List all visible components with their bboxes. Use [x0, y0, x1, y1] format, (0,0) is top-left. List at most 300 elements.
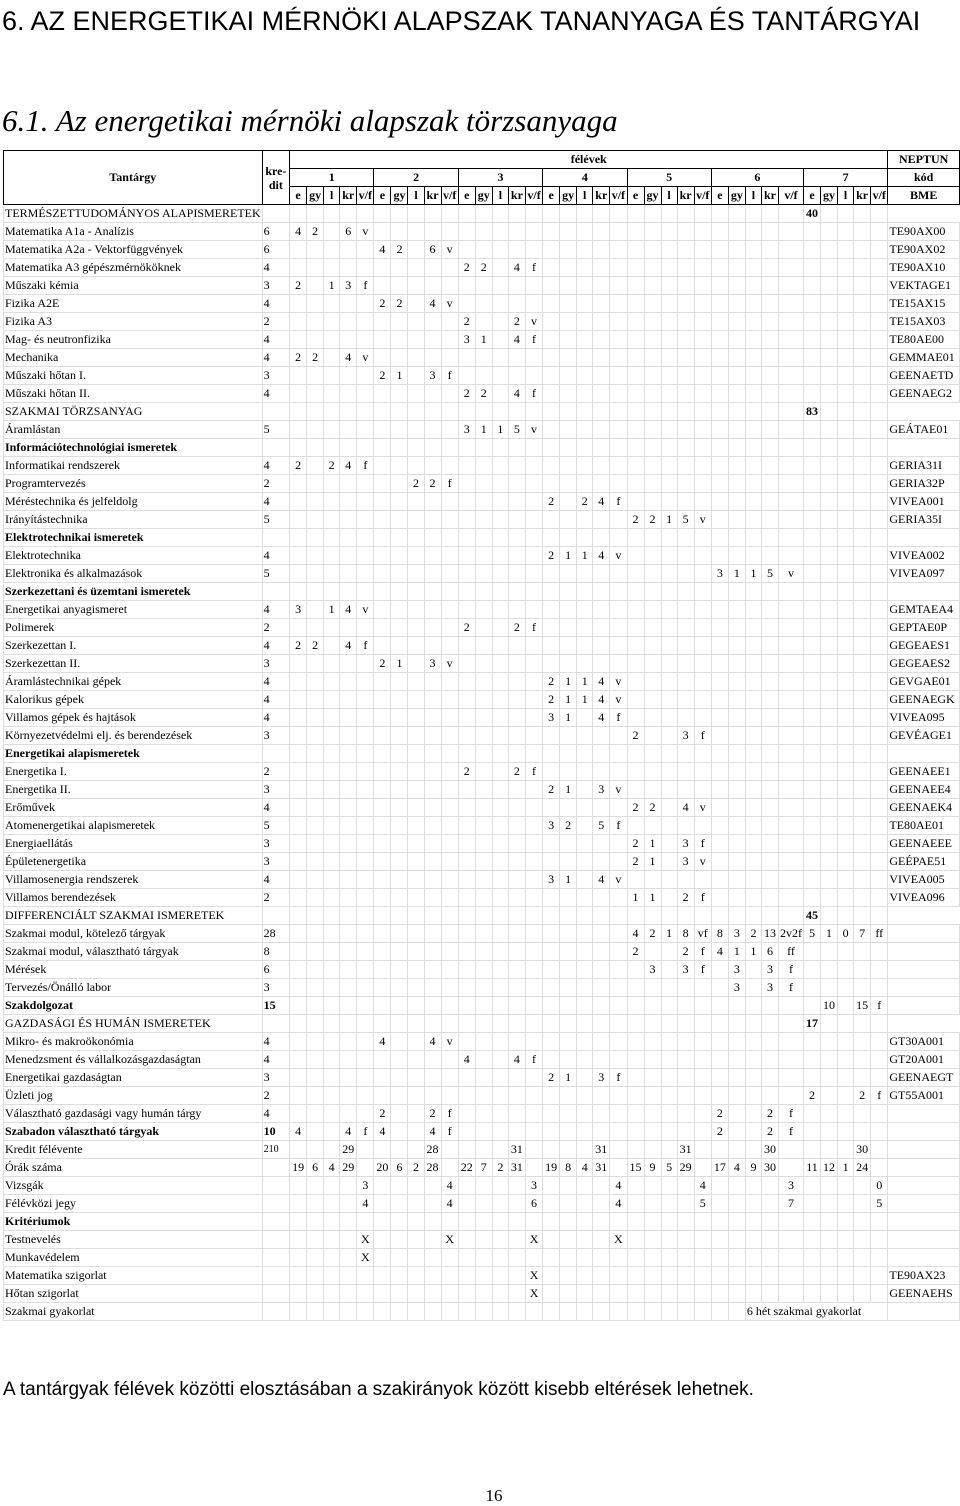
semester-cell: [508, 223, 525, 241]
semester-cell: [745, 1087, 761, 1105]
semester-cell: [307, 1069, 324, 1087]
semester-cell: [525, 997, 542, 1015]
semester-cell: [408, 385, 424, 403]
semester-cell: [374, 565, 391, 583]
semester-cell: [779, 871, 804, 889]
semester-cell: [441, 313, 458, 331]
semester-cell: 3: [761, 979, 778, 997]
semester-cell: [340, 673, 357, 691]
semester-cell: [458, 349, 475, 367]
semester-cell: [711, 1285, 728, 1303]
semester-cell: [340, 943, 357, 961]
neptun-code: GEGEAES1: [888, 637, 960, 655]
table-cell: [560, 907, 577, 925]
semester-cell: [761, 673, 778, 691]
semester-cell: 1: [492, 421, 508, 439]
table-cell: [577, 403, 593, 421]
semester-cell: [577, 259, 593, 277]
semester-cell: f: [441, 1123, 458, 1141]
semester-cell: [610, 637, 627, 655]
semester-cell: [871, 673, 888, 691]
semester-cell: [804, 691, 821, 709]
semester-cell: 2: [374, 655, 391, 673]
header-subcolumn: gy: [728, 187, 745, 205]
semester-cell: [854, 853, 871, 871]
subject-credit: 3: [262, 727, 289, 745]
header-subcolumn: kr: [677, 187, 694, 205]
table-cell: [661, 1213, 677, 1231]
semester-cell: 1: [745, 565, 761, 583]
semester-cell: [441, 871, 458, 889]
semester-cell: [577, 799, 593, 817]
semester-cell: [627, 475, 644, 493]
semester-cell: [290, 1033, 307, 1051]
semester-cell: [779, 1249, 804, 1267]
semester-cell: [441, 835, 458, 853]
semester-cell: [307, 1105, 324, 1123]
semester-cell: 2: [424, 1105, 441, 1123]
table-cell: [711, 439, 728, 457]
table-cell: [424, 205, 441, 223]
semester-cell: [475, 1285, 492, 1303]
semester-cell: [290, 547, 307, 565]
semester-cell: [357, 673, 374, 691]
semester-cell: [458, 367, 475, 385]
semester-cell: [838, 601, 854, 619]
semester-cell: [694, 817, 711, 835]
table-cell: [871, 439, 888, 457]
semester-cell: [458, 1267, 475, 1285]
semester-cell: [610, 1141, 627, 1159]
semester-cell: [694, 349, 711, 367]
semester-cell: [290, 835, 307, 853]
semester-cell: [610, 475, 627, 493]
semester-cell: [728, 331, 745, 349]
semester-cell: [627, 565, 644, 583]
semester-cell: [324, 655, 340, 673]
semester-cell: [357, 421, 374, 439]
semester-cell: [543, 619, 560, 637]
semester-cell: [374, 727, 391, 745]
semester-cell: [761, 853, 778, 871]
table-cell: [441, 583, 458, 601]
semester-cell: [441, 493, 458, 511]
table-cell: [821, 1015, 838, 1033]
semester-cell: [290, 259, 307, 277]
semester-cell: [374, 835, 391, 853]
table-cell: [627, 439, 644, 457]
semester-cell: [458, 1141, 475, 1159]
semester-cell: [374, 475, 391, 493]
semester-cell: [408, 223, 424, 241]
subject-name: Munkavédelem: [4, 1249, 263, 1267]
semester-cell: [560, 1267, 577, 1285]
semester-cell: 3: [543, 871, 560, 889]
subject-name: Szakdolgozat: [4, 997, 263, 1015]
semester-cell: [745, 1051, 761, 1069]
subject-name: Energetika II.: [4, 781, 263, 799]
semester-cell: [391, 1177, 408, 1195]
semester-cell: [324, 493, 340, 511]
semester-cell: [745, 781, 761, 799]
semester-cell: [838, 421, 854, 439]
semester-cell: [374, 1141, 391, 1159]
semester-cell: [441, 961, 458, 979]
semester-cell: [838, 835, 854, 853]
semester-cell: [508, 1249, 525, 1267]
semester-cell: [357, 727, 374, 745]
semester-cell: [610, 727, 627, 745]
header-subcolumn: gy: [560, 187, 577, 205]
semester-cell: [745, 817, 761, 835]
semester-cell: [644, 1141, 661, 1159]
semester-cell: 6: [424, 241, 441, 259]
semester-cell: 2: [677, 889, 694, 907]
semester-cell: [357, 835, 374, 853]
semester-cell: [560, 349, 577, 367]
semester-cell: [441, 457, 458, 475]
semester-cell: [374, 637, 391, 655]
semester-cell: 4: [340, 457, 357, 475]
semester-cell: [779, 709, 804, 727]
table-row: [4, 439, 960, 457]
semester-cell: [340, 997, 357, 1015]
semester-cell: [821, 565, 838, 583]
semester-cell: [424, 961, 441, 979]
semester-cell: [854, 331, 871, 349]
table-cell: [290, 1303, 307, 1321]
semester-cell: [340, 295, 357, 313]
semester-cell: 2: [711, 1123, 728, 1141]
semester-cell: [677, 1285, 694, 1303]
semester-cell: [761, 871, 778, 889]
semester-cell: [408, 241, 424, 259]
semester-cell: [804, 1069, 821, 1087]
semester-cell: [290, 655, 307, 673]
semester-cell: [324, 709, 340, 727]
semester-cell: [508, 961, 525, 979]
header-subcolumn: kr: [340, 187, 357, 205]
subject-name: Elektronika és alkalmazások: [4, 565, 263, 583]
semester-cell: [871, 1231, 888, 1249]
semester-cell: f: [610, 1069, 627, 1087]
semester-cell: [821, 979, 838, 997]
table-cell: [324, 583, 340, 601]
semester-cell: [745, 277, 761, 295]
semester-cell: [508, 1087, 525, 1105]
table-cell: [661, 439, 677, 457]
semester-cell: [694, 1141, 711, 1159]
semester-cell: [745, 547, 761, 565]
semester-cell: [745, 961, 761, 979]
subject-name: Energetikai gazdaságtan: [4, 1069, 263, 1087]
semester-cell: [677, 637, 694, 655]
semester-cell: 2: [677, 943, 694, 961]
semester-cell: [508, 1069, 525, 1087]
table-cell: [593, 745, 610, 763]
semester-cell: [560, 493, 577, 511]
semester-cell: [711, 241, 728, 259]
table-cell: [728, 907, 745, 925]
semester-cell: 2: [307, 637, 324, 655]
semester-cell: [492, 511, 508, 529]
semester-cell: v: [694, 511, 711, 529]
semester-cell: [577, 871, 593, 889]
semester-cell: [408, 601, 424, 619]
semester-cell: [661, 259, 677, 277]
semester-cell: [661, 367, 677, 385]
semester-cell: 2: [644, 925, 661, 943]
table-row: [4, 925, 960, 943]
semester-cell: [661, 295, 677, 313]
semester-cell: [644, 1249, 661, 1267]
semester-cell: [525, 457, 542, 475]
semester-cell: [374, 349, 391, 367]
semester-cell: [357, 259, 374, 277]
semester-cell: [577, 511, 593, 529]
semester-cell: [307, 367, 324, 385]
table-row: [4, 781, 960, 799]
semester-cell: [694, 601, 711, 619]
semester-cell: [441, 1087, 458, 1105]
table-cell: [492, 403, 508, 421]
semester-cell: 2: [290, 349, 307, 367]
semester-cell: [307, 781, 324, 799]
semester-cell: [408, 799, 424, 817]
semester-cell: [577, 817, 593, 835]
semester-cell: [804, 997, 821, 1015]
table-cell: [560, 1015, 577, 1033]
semester-cell: [290, 421, 307, 439]
semester-cell: [324, 1177, 340, 1195]
table-cell: [508, 1213, 525, 1231]
semester-cell: [728, 673, 745, 691]
semester-cell: f: [610, 493, 627, 511]
semester-cell: [804, 1267, 821, 1285]
table-row: [4, 619, 960, 637]
semester-cell: [854, 1177, 871, 1195]
semester-cell: f: [441, 1105, 458, 1123]
neptun-code: TE90AX00: [888, 223, 960, 241]
semester-cell: [408, 1249, 424, 1267]
semester-cell: 4: [508, 259, 525, 277]
subject-name: Választható gazdasági vagy humán tárgy: [4, 1105, 263, 1123]
subject-credit: [262, 1177, 289, 1195]
table-cell: [290, 583, 307, 601]
neptun-code: VIVEA005: [888, 871, 960, 889]
table-cell: [458, 583, 475, 601]
semester-cell: 2: [627, 943, 644, 961]
semester-cell: [525, 1123, 542, 1141]
semester-cell: [593, 1051, 610, 1069]
semester-cell: [644, 475, 661, 493]
table-cell: [492, 529, 508, 547]
semester-cell: 2: [391, 241, 408, 259]
semester-cell: [492, 547, 508, 565]
semester-cell: [424, 709, 441, 727]
semester-cell: f: [525, 259, 542, 277]
semester-cell: [728, 853, 745, 871]
semester-cell: [644, 871, 661, 889]
table-cell: [374, 439, 391, 457]
semester-cell: [391, 1231, 408, 1249]
semester-cell: 29: [340, 1141, 357, 1159]
table-cell: [610, 403, 627, 421]
table-cell: [871, 1213, 888, 1231]
table-cell: [804, 529, 821, 547]
semester-cell: [408, 997, 424, 1015]
semester-cell: 9: [644, 1159, 661, 1177]
semester-cell: [441, 547, 458, 565]
semester-cell: [821, 367, 838, 385]
semester-cell: [661, 223, 677, 241]
semester-cell: 3: [290, 601, 307, 619]
semester-cell: 2: [391, 295, 408, 313]
table-cell: [424, 907, 441, 925]
semester-cell: [779, 511, 804, 529]
semester-cell: [593, 637, 610, 655]
semester-cell: [340, 853, 357, 871]
semester-cell: [593, 295, 610, 313]
semester-cell: [644, 1087, 661, 1105]
table-cell: [728, 1015, 745, 1033]
header-semesters: félévek: [290, 151, 888, 169]
semester-cell: [804, 421, 821, 439]
semester-cell: 2: [627, 799, 644, 817]
semester-cell: [728, 511, 745, 529]
semester-cell: v: [694, 799, 711, 817]
semester-cell: [508, 781, 525, 799]
semester-cell: [661, 1249, 677, 1267]
semester-cell: [290, 475, 307, 493]
semester-cell: [441, 385, 458, 403]
semester-cell: [290, 331, 307, 349]
neptun-code: [888, 1231, 960, 1249]
semester-cell: [593, 1231, 610, 1249]
semester-cell: [627, 457, 644, 475]
semester-cell: 2: [475, 385, 492, 403]
section-total: 17: [804, 1015, 821, 1033]
semester-cell: 31: [677, 1141, 694, 1159]
semester-cell: [560, 943, 577, 961]
semester-cell: 3: [779, 1177, 804, 1195]
semester-cell: f: [779, 979, 804, 997]
semester-cell: [374, 1195, 391, 1213]
semester-cell: [711, 817, 728, 835]
subject-credit: 4: [262, 637, 289, 655]
semester-cell: [475, 997, 492, 1015]
semester-cell: [711, 385, 728, 403]
semester-cell: [871, 331, 888, 349]
semester-cell: [492, 241, 508, 259]
semester-cell: [458, 655, 475, 673]
semester-cell: [307, 763, 324, 781]
semester-cell: [745, 619, 761, 637]
neptun-code: GEPTAE0P: [888, 619, 960, 637]
subject-name: Villamos gépek és hajtások: [4, 709, 263, 727]
semester-cell: [779, 1285, 804, 1303]
semester-cell: 3: [543, 709, 560, 727]
semester-cell: [711, 1051, 728, 1069]
subject-name: Hőtan szigorlat: [4, 1285, 263, 1303]
semester-cell: [543, 1051, 560, 1069]
semester-cell: [627, 277, 644, 295]
semester-cell: [475, 889, 492, 907]
semester-cell: [779, 493, 804, 511]
semester-cell: [492, 1177, 508, 1195]
semester-cell: [408, 619, 424, 637]
semester-cell: [694, 619, 711, 637]
semester-cell: [543, 475, 560, 493]
semester-cell: [357, 475, 374, 493]
semester-cell: [610, 259, 627, 277]
semester-cell: [357, 619, 374, 637]
semester-cell: [644, 259, 661, 277]
table-cell: [821, 403, 838, 421]
table-cell: [610, 745, 627, 763]
semester-cell: [424, 565, 441, 583]
semester-cell: [804, 277, 821, 295]
semester-cell: [854, 655, 871, 673]
semester-cell: v: [357, 349, 374, 367]
semester-cell: 4: [593, 547, 610, 565]
semester-cell: 2: [761, 1105, 778, 1123]
semester-cell: [458, 475, 475, 493]
semester-cell: [508, 655, 525, 673]
subject-credit: 5: [262, 511, 289, 529]
semester-cell: X: [357, 1249, 374, 1267]
semester-cell: 1: [324, 277, 340, 295]
table-cell: [324, 439, 340, 457]
semester-cell: [661, 781, 677, 799]
semester-cell: [627, 691, 644, 709]
semester-cell: [441, 727, 458, 745]
semester-cell: [508, 1231, 525, 1249]
semester-cell: [610, 349, 627, 367]
semester-cell: [492, 349, 508, 367]
subject-credit: 4: [262, 493, 289, 511]
semester-cell: [543, 331, 560, 349]
semester-cell: [560, 1249, 577, 1267]
semester-cell: [408, 763, 424, 781]
semester-cell: [424, 1285, 441, 1303]
semester-cell: [593, 385, 610, 403]
semester-cell: [424, 601, 441, 619]
semester-cell: [290, 961, 307, 979]
semester-cell: [357, 313, 374, 331]
semester-cell: [593, 655, 610, 673]
semester-cell: [661, 727, 677, 745]
header-subcolumn: gy: [307, 187, 324, 205]
semester-cell: [711, 979, 728, 997]
semester-cell: [508, 871, 525, 889]
semester-cell: [357, 853, 374, 871]
semester-cell: [424, 727, 441, 745]
semester-cell: [340, 961, 357, 979]
semester-cell: [290, 1195, 307, 1213]
semester-cell: [357, 799, 374, 817]
semester-cell: [627, 1177, 644, 1195]
semester-cell: [492, 1267, 508, 1285]
semester-cell: [307, 547, 324, 565]
semester-cell: [475, 349, 492, 367]
table-cell: [475, 1213, 492, 1231]
table-cell: [307, 439, 324, 457]
table-row: [4, 871, 960, 889]
semester-cell: 4: [728, 1159, 745, 1177]
semester-cell: [871, 853, 888, 871]
table-row: [4, 1051, 960, 1069]
